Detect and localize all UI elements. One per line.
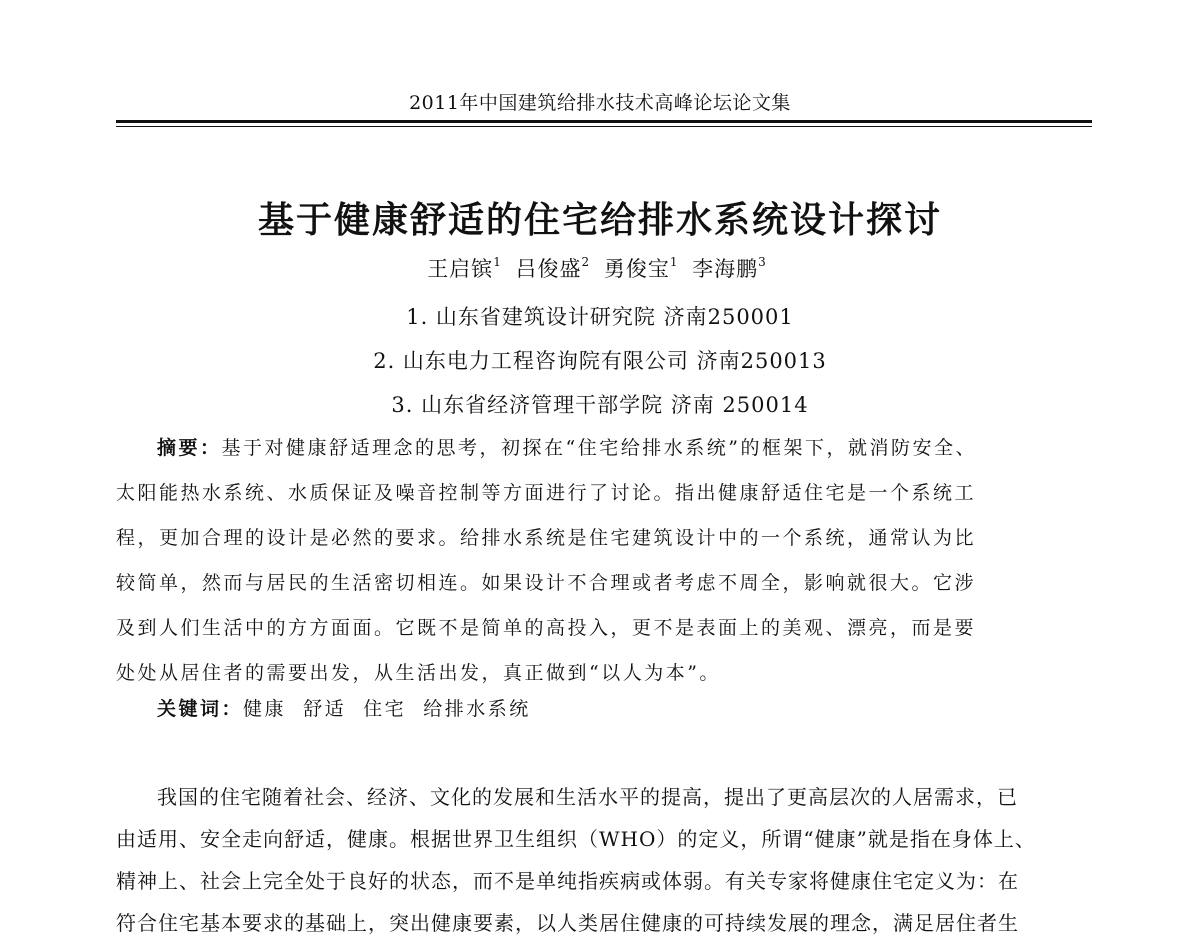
affiliation-2: 2. 山东电力工程咨询院有限公司 济南250013	[373, 349, 827, 373]
abstract-line	[157, 433, 977, 460]
abstract-text: 基于对健康舒适理念的思考，初探在“住宅给排水系统”的框架下，就消防安全、	[221, 437, 977, 459]
keywords-line	[157, 694, 531, 721]
author-affiliation-number: 1	[669, 255, 679, 269]
running-header: 2011年中国建筑给排水技术高峰论坛论文集	[409, 92, 791, 114]
keywords-label: 关键词：	[157, 698, 244, 720]
affiliation-3: 3. 山东省经济管理干部学院 济南 250014	[391, 393, 809, 417]
author-list	[0, 253, 1200, 283]
affiliation-1: 1. 山东省建筑设计研究院 济南250001	[406, 305, 794, 329]
author-affiliation-number: 1	[493, 255, 502, 269]
author-name: 王启镔	[427, 257, 494, 281]
author-name: 吕俊盛	[515, 257, 582, 281]
abstract-line: 处处从居住者的需要出发，从生活出发，真正做到“以人为本”。	[116, 662, 721, 684]
header-rule-thin	[116, 126, 1092, 127]
abstract-label: 摘要：	[157, 437, 222, 459]
abstract-line: 太阳能热水系统、水质保证及噪音控制等方面进行了讨论。指出健康舒适住宅是一个系统工	[116, 482, 977, 504]
header-rule-thick	[116, 120, 1092, 123]
abstract-line: 及到人们生活中的方方面面。它既不是简单的高投入，更不是表面上的美观、漂亮，而是要	[116, 617, 977, 639]
abstract-line: 较简单，然而与居民的生活密切相连。如果设计不合理或者考虑不周全，影响就很大。它涉	[116, 572, 977, 594]
body-line: 我国的住宅随着社会、经济、文化的发展和生活水平的提高，提出了更高层次的人居需求，已	[157, 785, 1018, 809]
body-line: 由适用、安全走向舒适，健康。根据世界卫生组织（WHO）的定义，所谓“健康”就是指在身体上、	[116, 827, 1036, 851]
body-line: 精神上、社会上完全处于良好的状态，而不是单纯指疾病或体弱。有关专家将健康住宅定义为：在	[116, 869, 1019, 893]
author-affiliation-number: 2	[581, 255, 591, 269]
body-line: 符合住宅基本要求的基础上，突出健康要素，以人类居住健康的可持续发展的理念，满足居住者生	[116, 911, 1019, 935]
author-affiliation-number: 3	[758, 255, 767, 269]
keywords-text: 健康 舒适 住宅 给排水系统	[243, 698, 531, 720]
author-name: 李海鹏	[692, 257, 759, 281]
author-name: 勇俊宝	[603, 257, 670, 281]
paper-title: 基于健康舒适的住宅给排水系统设计探讨	[257, 200, 942, 241]
abstract-line: 程，更加合理的设计是必然的要求。给排水系统是住宅建筑设计中的一个系统，通常认为比	[116, 527, 977, 549]
